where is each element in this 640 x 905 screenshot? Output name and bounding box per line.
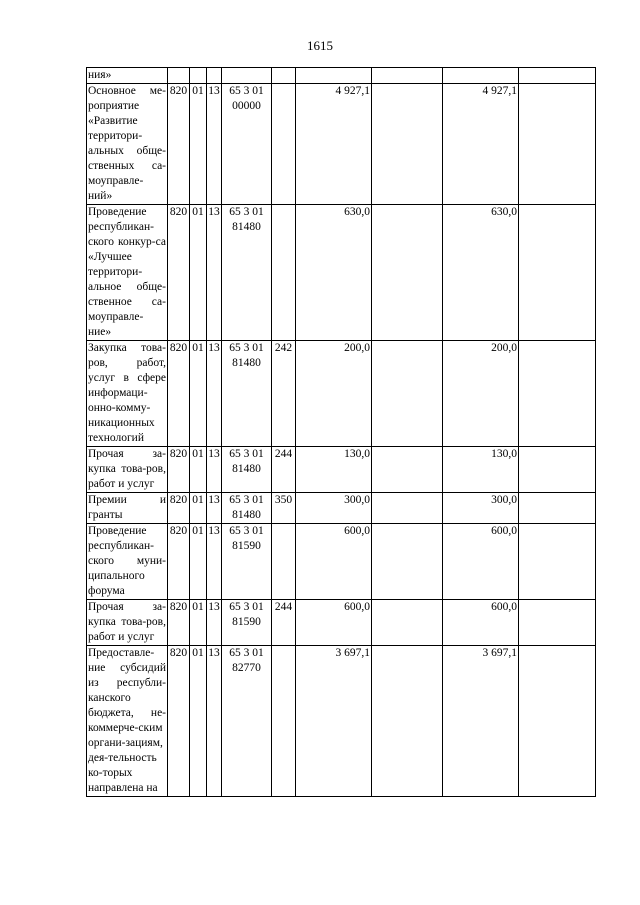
subsection-code: 13 (207, 600, 222, 646)
expense-type-code (272, 68, 296, 84)
row-name: Предоставле-ние субсидий из республи-канского бюджета, не-коммерче-ским органи-зациям, дея-тельность ко-торых направлена на (87, 646, 168, 797)
expense-type-code: 242 (272, 341, 296, 447)
amount-3-cell: 4 927,1 (443, 84, 519, 205)
expense-type-code: 350 (272, 493, 296, 524)
amount-3-cell: 130,0 (443, 447, 519, 493)
section-code: 01 (190, 646, 207, 797)
section-code: 01 (190, 600, 207, 646)
ministry-code: 820 (168, 84, 190, 205)
ministry-code: 820 (168, 524, 190, 600)
expense-type-code (272, 84, 296, 205)
amount-2-cell (372, 524, 443, 600)
amount-cell: 600,0 (296, 524, 372, 600)
amount-2-cell (372, 68, 443, 84)
ministry-code: 820 (168, 447, 190, 493)
section-code: 01 (190, 524, 207, 600)
target-article-code: 65 3 01 81480 (222, 493, 272, 524)
section-code: 01 (190, 205, 207, 341)
ministry-code: 820 (168, 205, 190, 341)
amount-2-cell (372, 646, 443, 797)
amount-cell: 130,0 (296, 447, 372, 493)
amount-3-cell: 630,0 (443, 205, 519, 341)
table-row (87, 84, 596, 205)
amount-3-cell: 600,0 (443, 524, 519, 600)
expense-type-code: 244 (272, 447, 296, 493)
table-row (87, 600, 596, 646)
amount-4-cell (519, 341, 596, 447)
amount-4-cell (519, 68, 596, 84)
amount-cell: 3 697,1 (296, 646, 372, 797)
amount-4-cell (519, 600, 596, 646)
subsection-code: 13 (207, 524, 222, 600)
ministry-code: 820 (168, 493, 190, 524)
amount-cell: 600,0 (296, 600, 372, 646)
ministry-code: 820 (168, 646, 190, 797)
amount-2-cell (372, 341, 443, 447)
section-code (190, 68, 207, 84)
section-code: 01 (190, 447, 207, 493)
target-article-code: 65 3 01 81480 (222, 205, 272, 341)
amount-3-cell: 300,0 (443, 493, 519, 524)
row-name: Основное ме-роприятие «Развитие территори-альных обще-ственных са-моуправле-ний» (87, 84, 168, 205)
subsection-code (207, 68, 222, 84)
amount-4-cell (519, 84, 596, 205)
amount-2-cell (372, 493, 443, 524)
table-row (87, 68, 596, 84)
amount-2-cell (372, 600, 443, 646)
table-row (87, 447, 596, 493)
amount-2-cell (372, 84, 443, 205)
target-article-code: 65 3 01 81480 (222, 447, 272, 493)
table-row (87, 341, 596, 447)
amount-cell (296, 68, 372, 84)
amount-4-cell (519, 205, 596, 341)
subsection-code: 13 (207, 205, 222, 341)
amount-cell: 4 927,1 (296, 84, 372, 205)
amount-4-cell (519, 493, 596, 524)
table-body (87, 68, 596, 797)
page-number: 1615 (307, 38, 333, 53)
target-article-code: 65 3 01 81590 (222, 600, 272, 646)
subsection-code: 13 (207, 646, 222, 797)
row-name: ния» (87, 68, 168, 84)
target-article-code: 65 3 01 81590 (222, 524, 272, 600)
amount-3-cell: 3 697,1 (443, 646, 519, 797)
subsection-code: 13 (207, 341, 222, 447)
amount-2-cell (372, 447, 443, 493)
row-name: Премии и гранты (87, 493, 168, 524)
amount-cell: 300,0 (296, 493, 372, 524)
target-article-code: 65 3 01 82770 (222, 646, 272, 797)
amount-3-cell: 200,0 (443, 341, 519, 447)
target-article-code: 65 3 01 81480 (222, 341, 272, 447)
row-name: Проведение республикан-ского конкур-са «Лучшее территори-альное обще-ственное са-моуправле-ние» (87, 205, 168, 341)
table-row (87, 493, 596, 524)
subsection-code: 13 (207, 84, 222, 205)
expense-type-code: 244 (272, 600, 296, 646)
budget-table (86, 67, 596, 797)
expense-type-code (272, 205, 296, 341)
expense-type-code (272, 646, 296, 797)
row-name: Закупка това-ров, работ, услуг в сфере информаци-онно-комму-никационных технологий (87, 341, 168, 447)
ministry-code: 820 (168, 341, 190, 447)
subsection-code: 13 (207, 493, 222, 524)
section-code: 01 (190, 84, 207, 205)
amount-2-cell (372, 205, 443, 341)
amount-4-cell (519, 646, 596, 797)
target-article-code: 65 3 01 00000 (222, 84, 272, 205)
section-code: 01 (190, 493, 207, 524)
amount-3-cell (443, 68, 519, 84)
expense-type-code (272, 524, 296, 600)
section-code: 01 (190, 341, 207, 447)
row-name: Прочая за-купка това-ров, работ и услуг (87, 600, 168, 646)
amount-cell: 630,0 (296, 205, 372, 341)
amount-cell: 200,0 (296, 341, 372, 447)
ministry-code (168, 68, 190, 84)
table-row (87, 646, 596, 797)
amount-3-cell: 600,0 (443, 600, 519, 646)
amount-4-cell (519, 524, 596, 600)
table-row (87, 524, 596, 600)
subsection-code: 13 (207, 447, 222, 493)
row-name: Проведение республикан-ского муни-ципального форума (87, 524, 168, 600)
row-name: Прочая за-купка това-ров, работ и услуг (87, 447, 168, 493)
target-article-code (222, 68, 272, 84)
ministry-code: 820 (168, 600, 190, 646)
amount-4-cell (519, 447, 596, 493)
table-row (87, 205, 596, 341)
